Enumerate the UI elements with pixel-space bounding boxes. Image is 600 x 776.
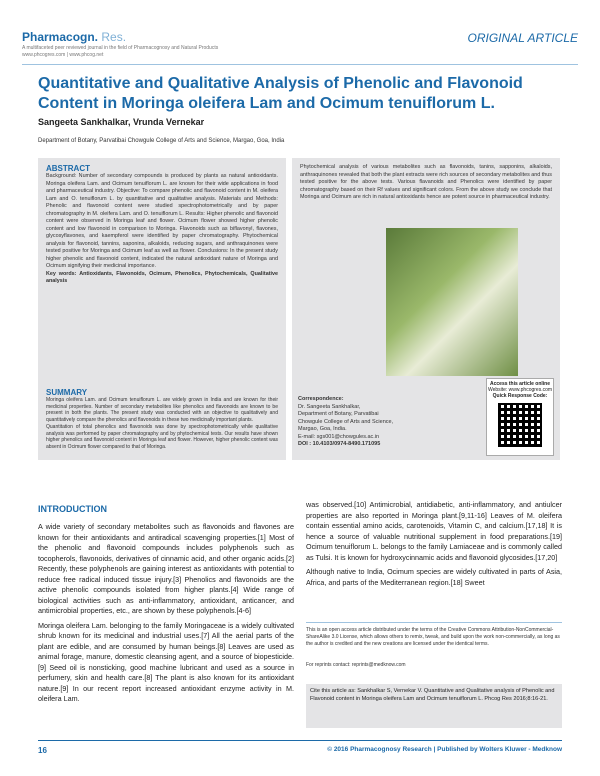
page-number: 16 — [38, 746, 47, 755]
keywords: Key words: Antioxidants, Flavonoids, Ocimum, Phenolics, Phytochemicals, Qualitative analysis — [46, 270, 278, 284]
correspondence-line2: Chowgule College of Arts and Science, — [298, 418, 394, 425]
intro-paragraph-4: Although native to India, Ocimum species are widely cultivated in parts of Asia, Africa, and parts of the Mediterranean region.[18] Sweet — [306, 567, 562, 587]
correspondence-email[interactable]: E-mail: sgs001@chowgules.ac.in — [298, 433, 380, 440]
affiliation: Department of Botany, Parvatibai Chowgule College of Arts and Science, Margao, Goa, India — [38, 138, 285, 144]
intro-paragraph-1: A wide variety of secondary metabolites such as flavonoids and flavones are known for their antioxidants and antiradical scavenging properties.[1] Most of the phenolic and flavonoid compounds includes polyphenols such as tocopherols, flavonoids, derivatives of cinnamic acid, and other organic acids.[2] Recently, these polyphenols are gaining interest as antioxidants with potential to reduce free radical induced tissue injury.[3] Phenolics and flavonoids are the active phenolic compounds isolated from higher plants.[4] Wide range of biological activities such as anti-inflammatory, antioxidant, anticancer, and antimicrobial properties, etc., are shown by these polyphenols.[4-6] — [38, 522, 294, 615]
intro-paragraph-2: Moringa oleifera Lam. belonging to the family Moringaceae is a widely cultivated shrub known for its medicinal and industrial uses.[7] All the aerial parts of the plant are edible, and are consumed by human beings.[8] Leaves are used as animal forage, manure, domestic cleansing agent, and a source of biopesticide.[9] Seed oil is nonsticking, good machine lubricant and used as a source in perfumery, skin and health care.[8] The plant is also known for its antioxidant nature.[9] In our recent report increased antioxidant enzyme activity in M. oleifera Lam. — [38, 620, 294, 703]
plant-photo — [386, 228, 518, 376]
article-title: Quantitative and Qualitative Analysis of Phenolic and Flavonoid Content in Moringa oleifera Lam and Ocimum tenuiflorum L. — [38, 75, 523, 112]
journal-desc: A multifaceted peer reviewed journal in the field of Pharmacognosy and Natural Products — [22, 45, 219, 51]
journal-url[interactable]: www.phcogres.com | www.phcog.net — [22, 52, 104, 58]
summary-box — [38, 384, 286, 460]
correspondence — [298, 396, 478, 449]
footer-copyright: © 2016 Pharmacognosy Research | Published by Wolters Kluwer - Medknow — [327, 746, 562, 753]
journal-res: Res. — [101, 30, 127, 44]
citation-box: Cite this article as: Sankhalkar S, Vernekar V. Quantitative and Qualitative analysis of Phenolic and Flavonoid content in Moringa oleifera Lam and Ocimum tenuiflorum L. Phcog Res 2016;8:16-21. — [306, 684, 562, 728]
correspondence-line3: Margao, Goa, India. — [298, 426, 347, 432]
intro-paragraph-3: was observed.[10] Antimicrobial, antidiabetic, anti-inflammatory, and antiulcer properties are also reported in Moringa plant.[9,11-16] Leaves of M. oleifera contain essential amino acids, carotenoids, Vitamin C, and calcium.[17,18] It is hence a source of valuable nutritional supplement in food preparations.[19] Ocimum tenuiflorum L. belongs to the family Lamiaceae and is commonly called as Tulsi. It is known for hydroxycinnamic acids and flavonoid glycosides.[17,20] — [306, 500, 562, 562]
summary-bullet-2: Quantitation of total phenolics and flavonoids was done by spectrophotometrically while qualitative analysis was performed by paper chromatography and by phytochemical tests. Our results have shown higher phenolics and flavonoid content in Moringa leaf and flower. However, higher phenolic content was absent in Ocimum flower compared to that of Moringa. — [46, 424, 278, 450]
correspondence-line1: Department of Botany, Parvatibai — [298, 411, 379, 417]
doi[interactable]: DOI : 10.4103/0974-8490.171095 — [298, 441, 381, 447]
qr-label: Quick Response Code: — [492, 393, 548, 399]
right-column — [306, 500, 562, 588]
summary-bullet-1: Moringa oleifera Lam. and Ocimum tenuiflorum L. are widely grown in India and are known for their medicinal properties. Number of secondary metabolites like phenolics and flavonoids are known to be present in both the plants. The present study was conducted with an objective to qualitatively and quantitatively compare the phenolics and flavonoids in these two medicinally important plants. — [46, 397, 278, 423]
journal-subtitle — [22, 45, 282, 59]
access-box — [486, 378, 554, 456]
authors: Sangeeta Sankhalkar, Vrunda Vernekar — [38, 117, 205, 127]
abstract-text: Background: Number of secondary compounds is produced by plants as natural antioxidants. Moringa oleifera Lam. and Ocimum tenuiflorum L. are known for their wide applications in food and pharmaceutical industry. Objective: To compare phenolic and flavonoid content in M. oleifera Lam and O. tenuiflorum L. by quantitative and qualitative analysis. Materials and Methods: Phenolic and flavonoid content were studied spectrophotometrically and by paper chromatography in M. oleifera Lam. and O. tenuiflorum L. Results: Higher phenolic and flavonoid content were observed in Moringa leaf and flower. Ocimum flower showed higher phenolic content and low flavonoid in comparison to Moringa. Flavonoids such as biflavonyl, flavones, glycosyflavones, and kaempferol were identified by paper chromatography. Phytochemical analysis for flavonoid, tannins, saponins, alkaloids, reducing sugars, and anthraquinones were tested positive for Moringa and Ocimum leaf as well as flower. Conclusions: In the present study higher phenolic and flavonoid content, indicated the natural antioxidant nature of Moringa and Ocimum signifying their medicinal importance. — [46, 173, 278, 269]
abstract-heading: ABSTRACT — [46, 164, 90, 173]
website-link[interactable]: Website: www.phcogres.com — [487, 387, 553, 393]
access-label: Access this article online — [489, 381, 551, 387]
article-type: ORIGINAL ARTICLE — [467, 31, 578, 45]
right-abstract-text: Phytochemical analysis of various metabolites such as flavonoids, tanins, sapponins, alkaloids, anthraquinones revealed that both the plant extracts were rich sources of secondary metabolites and thus tested positive for the above tests. Various flavanoids and Phenolics were identified by paper chromatography based on their Rf values and significant colors. From the above study we conclude that Moringa and Ocimum are rich in natural antioxidants hence are potent source in pharmaceutical industry. — [300, 164, 552, 200]
abstract-box — [38, 158, 286, 390]
reprints-contact[interactable]: For reprints contact: reprints@medknow.com — [306, 662, 406, 668]
license-text: This is an open access article distributed under the terms of the Creative Commons Attribution-NonCommercial-ShareAlike 3.0 License, which allows others to remix, tweak, and build upon the work non-commercially, as long as the author is credited and the new creations are licensed under the identical terms. — [306, 622, 562, 648]
left-column — [38, 522, 294, 705]
summary-heading: SUMMARY — [46, 388, 88, 397]
journal-name: Pharmacogn. Res. — [22, 30, 127, 44]
footer-divider — [38, 740, 562, 741]
correspondence-name: Dr. Sangeeta Sankhalkar, — [298, 403, 361, 410]
correspondence-heading: Correspondence: — [298, 396, 344, 402]
intro-heading: INTRODUCTION — [38, 504, 107, 514]
qr-code-icon — [498, 403, 542, 447]
header-divider — [22, 64, 578, 65]
